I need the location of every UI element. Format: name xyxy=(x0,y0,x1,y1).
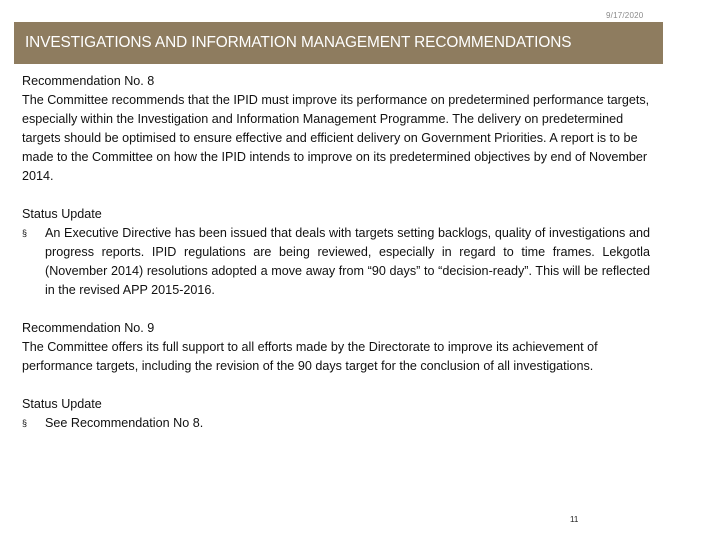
status-update-2-item xyxy=(22,414,650,433)
spacer xyxy=(22,300,650,319)
spacer xyxy=(22,186,650,205)
slide-title-bar xyxy=(14,22,663,64)
slide-title: INVESTIGATIONS AND INFORMATION MANAGEMENT RECOMMENDATIONS xyxy=(25,34,572,51)
recommendation-8-text: The Committee recommends that the IPID must improve its performance on predetermined performance targets, especially within the Investigation and Information Management Programme. The delivery on predetermined targets should be optimised to ensure effective and efficient delivery on Government Priorities. A report is to be made to the Committee on how the IPID intends to improve on its predetermined objectives by end of November 2014. xyxy=(22,93,650,183)
recommendation-8-heading: Recommendation No. 8 xyxy=(22,74,155,88)
status-update-1-item xyxy=(22,224,650,300)
recommendation-9-text: The Committee offers its full support to all efforts made by the Directorate to improve its achievement of performance targets, including the revision of the 90 days target for the conclusion of all investigations. xyxy=(22,340,598,373)
bullet-icon: § xyxy=(22,418,28,428)
slide-content xyxy=(22,72,650,433)
status-update-1-heading: Status Update xyxy=(22,207,102,221)
bullet-icon: § xyxy=(22,228,28,238)
status-update-2-text: See Recommendation No 8. xyxy=(45,416,204,430)
status-update-1-text: An Executive Directive has been issued that deals with targets setting backlogs, quality of investigations and progress reports. IPID regulations are being reviewed, especially in regard to time frames. Lekgotla (November 2014) resolutions adopted a move away from “90 days” to “decision-ready”. This will be reflected in the revised APP 2015-2016. xyxy=(45,226,650,297)
slide-date: 9/17/2020 xyxy=(606,11,644,20)
status-update-2-heading: Status Update xyxy=(22,397,102,411)
recommendation-9-heading: Recommendation No. 9 xyxy=(22,321,155,335)
page-number: 11 xyxy=(570,515,579,524)
spacer xyxy=(22,376,650,395)
